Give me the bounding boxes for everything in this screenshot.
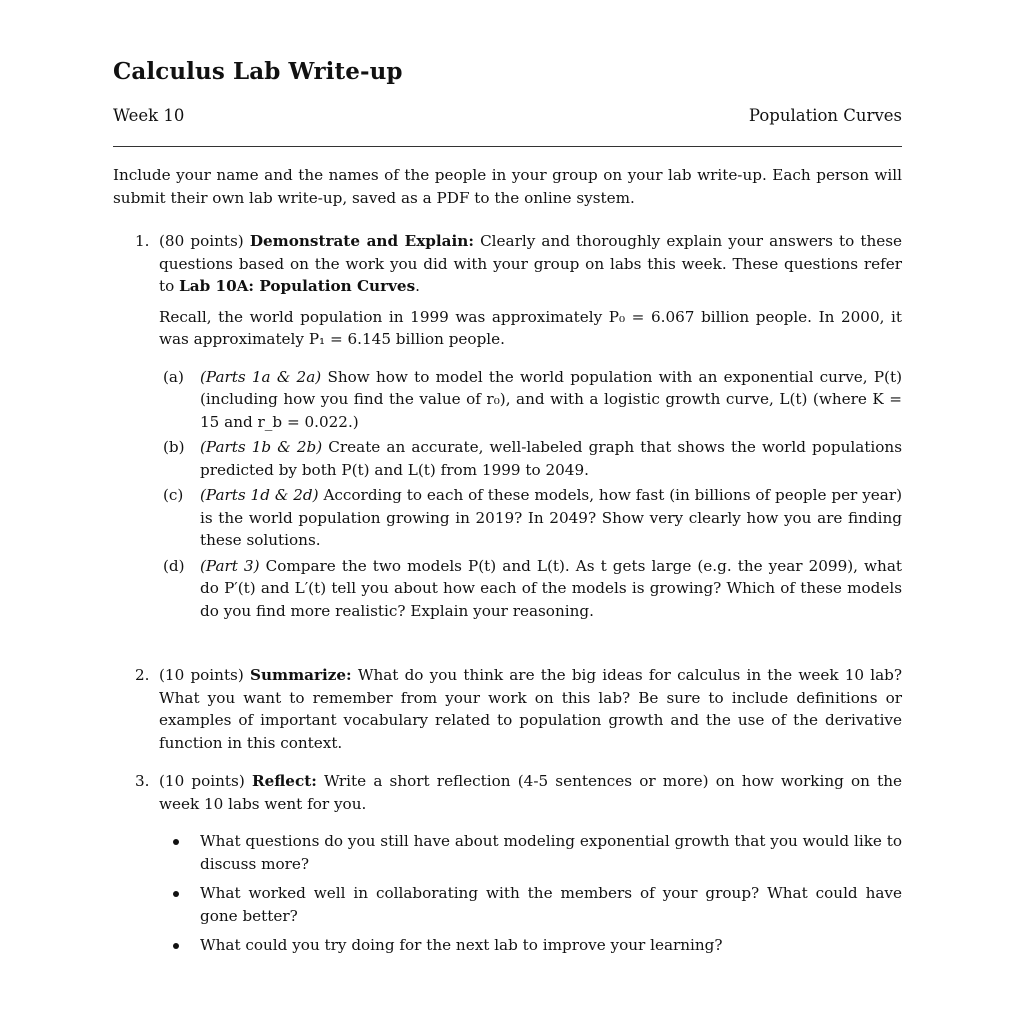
list-item	[159, 882, 902, 927]
part-text: According to each of these models, how fast (in billions of people per year) is the world population growing in 2019? In 2049? Show very clearly how you are finding these solutions.	[200, 486, 903, 549]
part-label: (a)	[163, 367, 184, 386]
bullet-text: What worked well in collaborating with the members of your group? What could have gone better?	[200, 884, 902, 925]
question-text: What do you think are the big ideas for calculus in the week 10 lab? What you want to remember from your work on this lab? Be sure to include definitions or examples of important vocabulary related to population growth and the use of the derivative function in this context.	[159, 666, 903, 752]
part-reference: (Parts 1a & 2a)	[200, 367, 322, 386]
bullet-icon	[173, 839, 179, 845]
question-1-prompt: (80 points) Demonstrate and Explain: Clearly and thoroughly explain your answers to these questions based on the work you did with your group on labs this week. These questions refer to Lab 10A: Population Curves.	[159, 232, 903, 295]
list-item	[159, 934, 902, 957]
recall-paragraph: Recall, the world population in 1999 was approximately P₀ = 6.067 billion people. In 2000, it was approximately P₁ = 6.145 billion people.	[159, 307, 902, 348]
lab-reference: Lab 10A: Population Curves	[179, 277, 416, 295]
question-points: (10 points)	[159, 772, 245, 790]
topic-label: Population Curves	[748, 106, 902, 125]
question-number: 1.	[135, 232, 150, 250]
part-label: (c)	[163, 486, 184, 504]
question-3	[113, 770, 902, 964]
document-title: Calculus Lab Write-up	[113, 58, 403, 85]
bullet-icon	[173, 891, 179, 897]
question-3-prompt	[159, 770, 902, 815]
part-b	[159, 436, 902, 481]
part-reference: (Parts 1d & 2d)	[200, 486, 319, 504]
part-reference: (Part 3)	[200, 556, 260, 575]
part-text: Show how to model the world population with an exponential curve, P(t) (including how you find the value of r₀), and with a logistic growth curve, L(t) (where K = 15 and r_b = 0.022.)	[200, 367, 902, 431]
part-reference: (Parts 1b & 2b)	[200, 438, 323, 456]
reflection-bullets	[159, 830, 902, 957]
question-points: (80 points)	[159, 232, 244, 250]
week-label: Week 10	[113, 106, 185, 125]
bullet-text: What questions do you still have about modeling exponential growth that you would like to discuss more?	[200, 832, 902, 873]
question-number: 3.	[135, 772, 150, 790]
part-label: (d)	[163, 556, 185, 575]
part-text: Create an accurate, well-labeled graph that shows the world populations predicted by both P(t) and L(t) from 1999 to 2049.	[200, 438, 902, 479]
question-text: Write a short reflection (4-5 sentences or more) on how working on the week 10 labs went for you.	[159, 772, 903, 813]
question-heading: Summarize:	[249, 666, 352, 684]
question-1	[113, 230, 902, 622]
part-text: Compare the two models P(t) and L(t). As t gets large (e.g. the year 2099), what do P′(t) and L′(t) tell you about how each of the models is growing? Which of these models do you find more realistic? Explain your reasoning.	[200, 556, 902, 620]
bullet-icon	[173, 943, 179, 949]
question-heading: Reflect:	[251, 772, 317, 790]
question-2	[113, 664, 902, 754]
part-label: (b)	[163, 438, 185, 456]
list-item	[159, 830, 902, 875]
part-a	[159, 366, 902, 434]
question-text: Clearly and thoroughly explain your answers to these questions based on the work you did with your group on labs this week. These questions refer to	[159, 232, 903, 295]
bullet-text: What could you try doing for the next lab to improve your learning?	[200, 936, 723, 954]
question-points: (10 points)	[159, 666, 244, 684]
question-2-prompt	[159, 664, 902, 754]
question-number: 2.	[135, 666, 150, 684]
intro-paragraph: Include your name and the names of the people in your group on your lab write-up. Each person will submit their own lab write-up, saved as a PDF to the online system.	[113, 166, 902, 207]
question-heading: Demonstrate and Explain:	[249, 232, 474, 250]
part-d	[159, 555, 902, 623]
header-divider	[113, 146, 902, 147]
part-c	[159, 484, 902, 552]
